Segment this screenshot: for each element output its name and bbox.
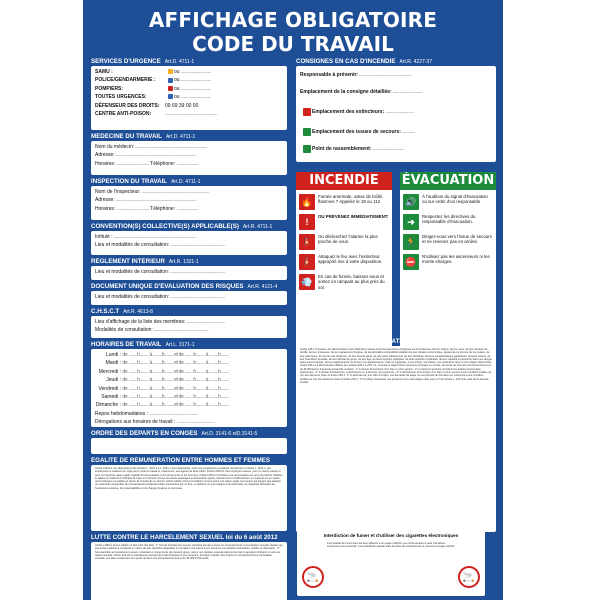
- egalite-text: Article L3221-1 Les dispositions des articles L. 3221-2 à L. 3221-7 sont applicables, outre aux employeurs et salariés mentionnés à l'article L. 3211-1, aux employeurs et salariés non régis par le code du travail et, notamment, aux agents de droit public. Article L3221-2 Tout employeur assure, pour un même travail ou pour un travail de valeur égale, l'égalité de rémunération entre les femmes et les hommes. Article L3221-3 Constitue une rémunération au sens du présent chapitre, le salaire ou traitement ordinaire de base ou minimum et tous les autres avantages et accessoires payés, directement ou indirectement, en espèces ou en nature, par l'employeur au salarié en raison de l'emploi de ce dernier. Article L3221-4 Sont considérés comme ayant une valeur égale, les travaux qui exigent des salariés un ensemble comparable de connaissances professionnelles consacrées par un titre, un diplôme ou une pratique professionnelle, de capacités découlant de l'expérience acquise, de responsabilités et de charge physique ou nerveuse.: [91, 465, 287, 531]
- rassemblement-icon: [303, 145, 311, 153]
- no-smoking-panel: [297, 530, 485, 596]
- document-unique-box: Lieu et modalités de consultation: ..................................................: [91, 291, 287, 305]
- horaires-box: Lundi : de ........h........ à ........h........ et de ........h........ à ........h........ Mardi : de ........h........ à ........h........ et de ........h........ à ........h........ Mercredi : de ........h........ à ........h........ et de ........h........ à ........h........ Jeudi : de ........h........ à ........h........ et de ........h........ à ........h........ Vendredi : de ........h........ à ........h........ et de ........h........ à ........h........ Samedi : de ........h........ à ........h........ et de ........h........ à ........h........ Dimanche : de ........h........ à ........h........ et de ........h........ à ........h........ Repos hebdomadaires : ............................................. Dérogations aux horaires de travail : ...................................: [91, 349, 287, 427]
- urgence-heading: SERVICES D'URGENCE Art.D. 4711-1: [91, 58, 195, 65]
- document-unique-heading: DOCUMENT UNIQUE D'ÉVALUATION DES RISQUES Art.R. 4121-4: [91, 283, 278, 290]
- left-column: [91, 58, 287, 600]
- discriminations-section: [296, 338, 496, 535]
- incendie-panel: INCENDIE 🔥 Fumée anormale, odeur de brûlé, flammes ? Appelez le 18 ou 112 ! OU PRÉVENEZ IMMÉDIATEMENT: 🧯 Ou déclenchez l'alarme la plus proche de vous. 🧯 Attaquez le feu avec l'extincteur approprié mis à votre disposition. 💨 En cas de fumée, baissez-vous et sortez en rampant au plus près du sol.: [296, 172, 392, 352]
- defenseur-phone: 09 69 39 00 00: [165, 102, 199, 109]
- urgence-box: SAMU : ou ............................ POLICE/GENDARMERIE : ou ............................ POMPIERS: ou ............................ TOUTES URGENCES: ou ............................ DÉFENSEUR DES DROITS: 09 69 39 00 00 CENTRE ANTI-POISON: ................................................: [91, 66, 287, 130]
- alarm-icon: 🧯: [299, 234, 315, 250]
- harcelement-heading: LUTTE CONTRE LE HARCÈLEMENT SEXUEL loi du 6 août 2012: [91, 534, 278, 541]
- reglement-heading: RÈGLEMENT INTÉRIEUR Art.R. 1321-1: [91, 258, 199, 265]
- no-smoking-heading: Interdiction de fumer et d'utiliser des cigarettes électroniques: [323, 533, 459, 538]
- ordre-departs-heading: ORDRE DES DÉPARTS EN CONGÉS Art.D. 3141-6 etD.3141-5: [91, 430, 258, 437]
- extinguisher-icon: 🧯: [299, 254, 315, 270]
- running-man-icon: 🏃: [403, 234, 419, 250]
- right-column: [296, 58, 496, 384]
- no-vaping-icon: 🚬: [458, 566, 480, 588]
- samu-icon: [168, 69, 173, 74]
- medecine-box: Nom du médecin: .................................................................. Adresse: .......................................................................... Horaires: .............................. Téléphone: ....................: [91, 141, 287, 175]
- fire-icon: 🔥: [299, 194, 315, 210]
- no-smoking-icon: 🚬: [302, 566, 324, 588]
- chsct-box: Lieu d'affichage de la liste des membres: ................................... Modalités de consultation: ..................................................: [91, 316, 287, 338]
- urgence-icon: [168, 94, 173, 99]
- consignes-box: Responsable à prévenir: ................................................ Emplacement de la consigne détaillée: ........................... Emplacement des extincteurs: .......................... Emplacement des issues de secours: ............ Point de rassemblement: .............................: [296, 66, 496, 162]
- convention-heading: CONVENTION(S) COLLECTIVE(S) APPLICABLE(S) Art.R. 4711-1: [91, 223, 273, 230]
- consignes-heading: CONSIGNES EN CAS D'INCENDIE Art.R. 4227-37: [296, 58, 432, 65]
- police-icon: [168, 78, 173, 83]
- discriminations-heading: LUTTE CONTRE LES DISCRIMINATIONS Loi du 28 mai 2008: [296, 338, 469, 345]
- chsct-heading: C.H.S.C.T Art.R. 4613-8: [91, 308, 153, 315]
- speaker-icon: 🔊: [403, 194, 419, 210]
- egalite-heading: ÉGALITÉ DE RÉMUNÉRATION ENTRE HOMMES ET FEMMES: [91, 457, 270, 464]
- direction-icon: ➜: [403, 214, 419, 230]
- medecine-heading: MÉDECINE DU TRAVAIL Art.D. 4711-1: [91, 133, 196, 140]
- reglement-box: Lieu et modalités de consultation: ..................................................: [91, 266, 287, 280]
- pompiers-icon: [168, 86, 173, 91]
- incendie-heading: INCENDIE: [296, 172, 392, 190]
- alert-icon: !: [299, 214, 315, 230]
- no-smoking-text: Il est interdit de fumer dans les lieux affectés à un usage collectif. Les contrevenants à cette interdiction s'exposent à une amende. Il est interdit de vapoter dans les lieux de travail fermés et couverts à usage collectif.: [327, 542, 455, 549]
- smoke-icon: 💨: [299, 274, 315, 290]
- harcelement-text: Article L1153-1 Aucun salarié ne doit subir des faits : 1° Soit de harcèlement sexuel, constitué par des propos ou comportements à connotation sexuelle répétés qui soit portent atteinte à sa dignité en raison de leur caractère dégradant ou humiliant, soit créent à son encontre une situation intimidante, hostile ou offensante ; 2° Soit assimilés au harcèlement sexuel, consistant en toute forme de pression grave, même non répétée, exercée dans le but réel ou apparent d'obtenir un acte de nature sexuelle. Article 222-33 Le harcèlement sexuel est le fait d'imposer à une personne, de façon répétée, des propos ou comportements à connotation sexuelle. Les faits mentionnés sont punis de deux ans d'emprisonnement et de 30 000 € d'amende.: [91, 542, 287, 600]
- page-subtitle: CODE DU TRAVAIL: [192, 32, 394, 56]
- no-elevator-icon: ⛔: [403, 254, 419, 270]
- evacuation-heading: ÉVACUATION: [401, 173, 495, 188]
- poster: [83, 0, 503, 600]
- issue-secours-icon: [303, 128, 311, 136]
- page-title: AFFICHAGE OBLIGATOIRE: [148, 8, 438, 32]
- ordre-departs-box: [91, 438, 287, 454]
- discriminations-text: Article 225-1 Constitue une discrimination toute distinction opérée entre les personnes physiques sur le fondement de leur origine, de leur sexe, de leur situation de famille, de leur grossesse, de leur apparence physique, de la particulière vulnérabilité résultant de leur situation économique, apparente ou connue de son auteur, de leur patronyme, de leur lieu de résidence, de leur état de santé, de leur perte d'autonomie, de leur handicap, de leurs caractéristiques génétiques, de leurs mœurs, de leur orientation sexuelle, de leur identité de genre, de leur âge, de leurs opinions politiques, de leurs activités syndicales, de leur capacité à s'exprimer dans une langue autre que le français, de leur appartenance ou de leur non-appartenance, vraie ou supposée, à une ethnie, une Nation, une prétendue race ou une religion déterminée. Article 225-2 La discrimination définie aux articles 225-1 à 225-1-2, commise à l'égard d'une personne physique ou morale, est punie de trois ans d'emprisonnement et de 45 000 Euros d'amende lorsqu'elle consiste : 1° A refuser la fourniture d'un bien ou d'un service ; 2° A entraver l'exercice normal d'une activité économique quelconque ; 3° A refuser d'embaucher, à sanctionner ou à licencier une personne ; 4° A subordonner la fourniture d'un bien ou d'un service à une condition fondée sur l'un des éléments visés à l'article 225-1 ; 5° A subordonner une offre d'emploi, une demande de stage ou une période de formation en entreprise à une condition fondée sur l'un des éléments visés à l'article 225-1 ; 6° A refuser d'accepter une personne à l'un des stages visés par le 2° de l'article L. 412-8 du code de la sécurité sociale.: [296, 346, 496, 532]
- evacuation-panel: ÉVACUATION 🔊 À l'audition du signal d'évacuation ou sur ordre d'un responsable ➜ Respectez les directives du responsable d'évacuation. 🏃 Dirigez-vous vers l'issue de secours et ne revenez pas en arrière. ⛔ N'utilisez pas les ascenseurs ni les monte-charges.: [400, 172, 496, 352]
- inspection-heading: INSPECTION DU TRAVAIL Art.D. 4711-1: [91, 178, 201, 185]
- horaires-heading: HORAIRES DE TRAVAIL Art.L. 3171-1: [91, 341, 195, 348]
- inspection-box: Nom de l'inspecteur: .............................................................. Adresse: .......................................................................... Horaires: .............................. Téléphone: ....................: [91, 186, 287, 220]
- convention-box: Intitulé : ............................................................................ Lieu et modalités de consultation: ..................................................: [91, 231, 287, 255]
- extincteur-icon: [303, 108, 311, 116]
